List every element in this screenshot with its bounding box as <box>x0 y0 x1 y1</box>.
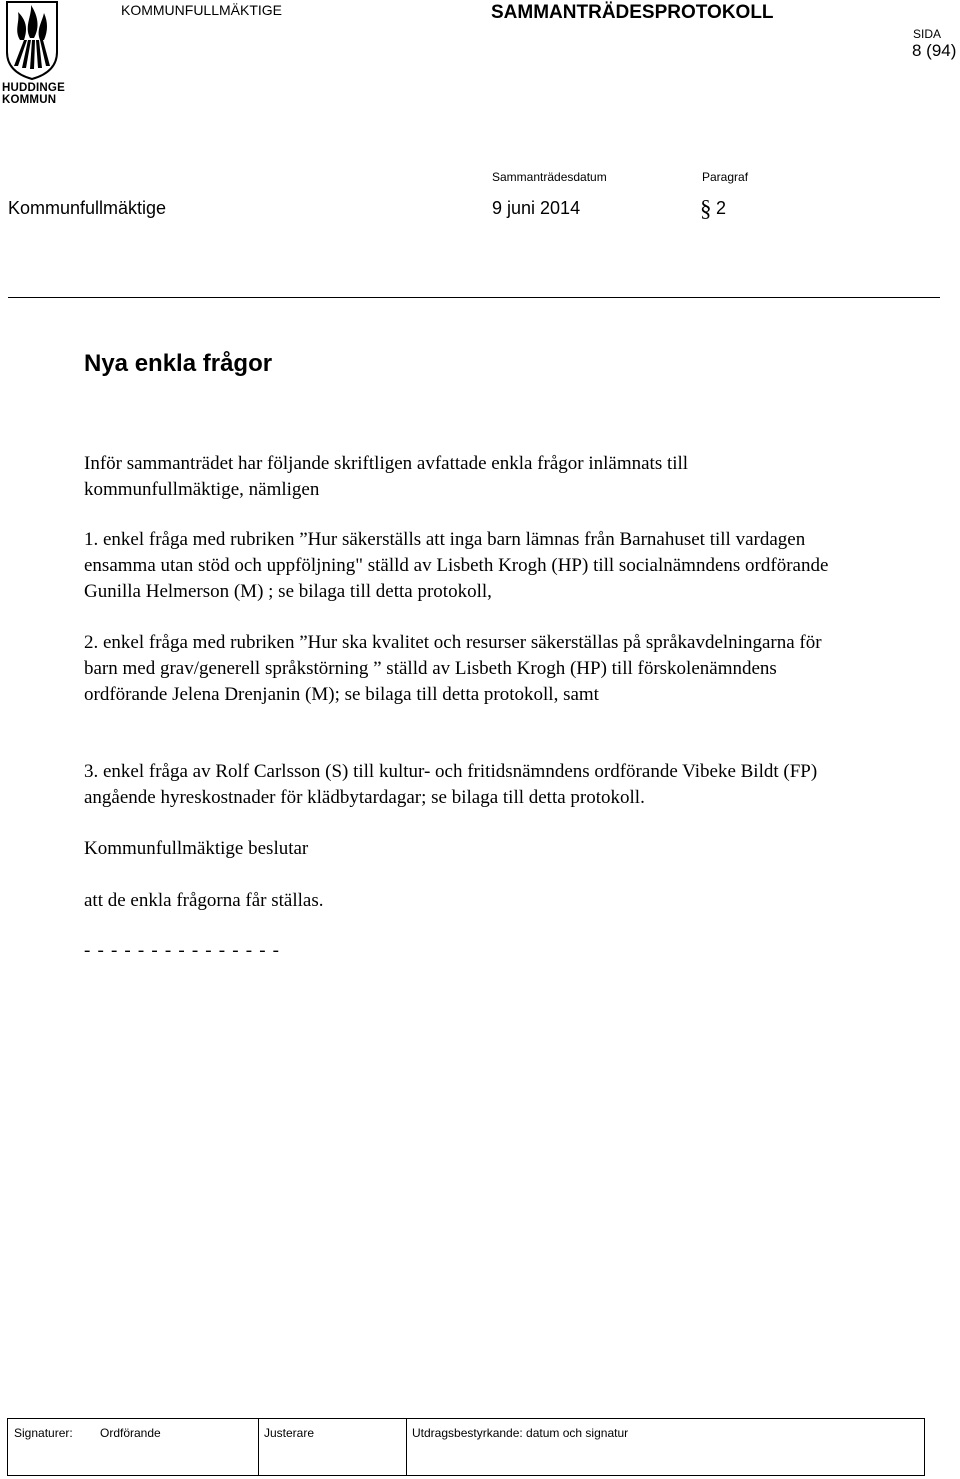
paragraph-symbol: § <box>700 196 712 221</box>
page-number: 8 (94) <box>912 41 957 60</box>
question-item-1: 1. enkel fråga med rubriken ”Hur säkerställs att inga barn lämnas från Barnahuset till vardagen ensamma utan stöd och uppföljning" ställd av Lisbeth Krogh (HP) till socialnämndens ordförande Gunilla Helmerson (M) ; se bilaga till detta protokoll, <box>84 529 829 602</box>
decision-text: att de enkla frågorna får ställas. <box>84 890 324 911</box>
logo-text-line1: HUDDINGE <box>2 82 65 94</box>
paragraph-label: Paragraf <box>702 170 749 184</box>
organ-name: KOMMUNFULLMÄKTIGE <box>121 2 283 18</box>
adjuster-signature-label: Justerare <box>264 1426 315 1440</box>
question-item-3: 3. enkel fråga av Rolf Carlsson (S) till kultur- och fritidsnämndens ordförande Vibeke Bildt (FP) angående hyreskostnader för klädbytardagar; se bilaga till detta protokoll. <box>84 761 818 808</box>
extract-signature-label: Utdragsbestyrkande: datum och signatur <box>412 1426 629 1440</box>
paragraph-number: 2 <box>716 198 727 218</box>
closing-dashes: - - - - - - - - - - - - - - - <box>84 940 281 961</box>
header-divider <box>8 297 940 298</box>
question-item-2: 2. enkel fråga med rubriken ”Hur ska kvalitet och resurser säkerställas på språkavdelningarna för barn med grav/generell språkstörning ” ställd av Lisbeth Krogh (HP) till förskolenämndens ordförande Jelena Drenjanin (M); se bilaga till detta protokoll, samt <box>84 632 822 705</box>
municipal-crest-icon <box>0 0 64 80</box>
body-name: Kommunfullmäktige <box>8 198 167 218</box>
signature-divider <box>258 1419 259 1475</box>
document-title: SAMMANTRÄDESPROTOKOLL <box>491 2 774 23</box>
page-label: SIDA <box>913 27 942 41</box>
decision-label: Kommunfullmäktige beslutar <box>84 838 309 859</box>
signatures-label: Signaturer: <box>14 1426 73 1440</box>
huddinge-logo <box>0 0 66 108</box>
section-heading: Nya enkla frågor <box>84 350 273 377</box>
meeting-date: 9 juni 2014 <box>492 198 581 218</box>
date-label: Sammanträdesdatum <box>492 170 607 184</box>
logo-text-line2: KOMMUN <box>2 94 57 106</box>
intro-paragraph: Inför sammanträdet har följande skriftligen avfattade enkla frågor inlämnats till kommunfullmäktige, nämligen <box>84 453 689 500</box>
signature-table <box>7 1418 925 1476</box>
signature-divider <box>406 1419 407 1475</box>
chair-signature-label: Ordförande <box>100 1426 161 1440</box>
